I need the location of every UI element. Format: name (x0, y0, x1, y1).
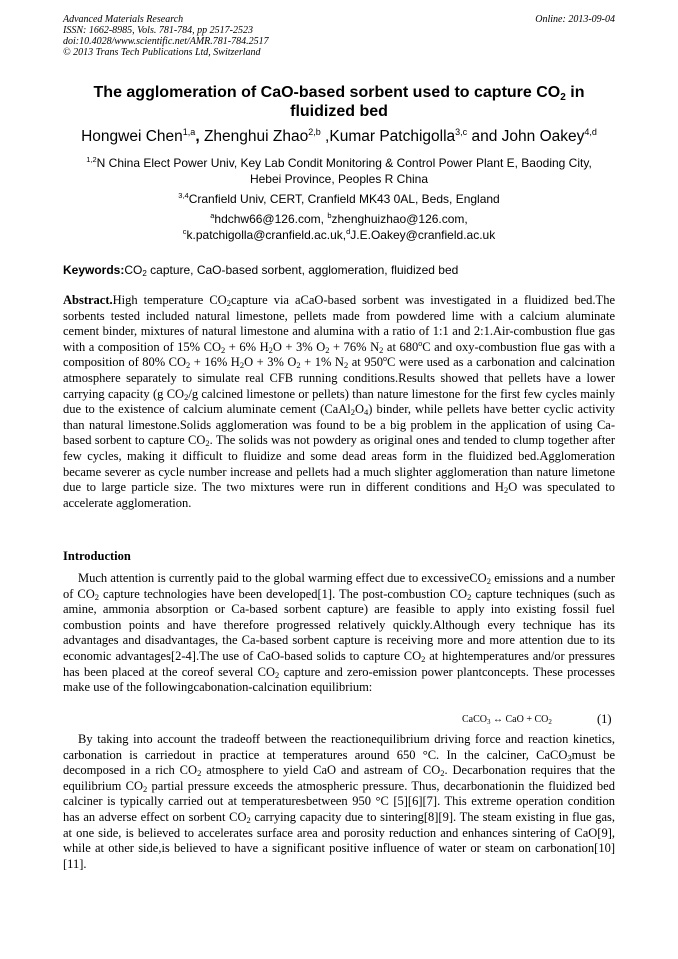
affiliation-text: N China Elect Power Univ, Key Lab Condit Monitoring & Control Power Plant E, Baoding City, (96, 156, 592, 170)
paragraph-text: By taking into account the tradeoff between the reactionequilibrium driving force and reaction kinetics, carbonation is carriedout in practice at temperatures around 650 °C. In the calciner, CaCO (63, 732, 615, 762)
author-name: Hongwei Chen (81, 128, 183, 145)
author-list (63, 128, 615, 146)
equation-term: CaCO (462, 714, 487, 725)
abstract-text: O + 3% O (272, 339, 326, 354)
abstract-text: at 950 (348, 355, 384, 370)
abstract-subscript: 2 (226, 298, 231, 308)
abstract (63, 293, 615, 511)
equation-subscript: 3 (487, 718, 491, 726)
journal-header (63, 14, 615, 58)
paragraph-subscript: 2 (467, 591, 472, 602)
doi-line: doi:10.4028/www.scientific.net/AMR.781-784.2517 (63, 36, 269, 47)
paragraph-subscript: 2 (197, 768, 202, 779)
keywords-text: CO (124, 263, 143, 277)
paragraph-text: capture and zero-emission power plantconcepts. These processes make use of the followingcabonation-calcination equilibrium: (63, 664, 615, 695)
paragraph-subscript: 2 (246, 814, 251, 825)
abstract-subscript: 2 (184, 391, 189, 402)
paragraph-subscript: 2 (143, 783, 148, 794)
author-name: Kumar Patchigolla (329, 128, 456, 145)
equation-subscript: 2 (548, 718, 552, 726)
abstract-text: O + 3% O (244, 355, 297, 370)
email-link[interactable]: zhenghuizhao@126.com, (331, 212, 468, 226)
keywords (63, 262, 615, 278)
equation-term: ↔ CaO + CO (490, 714, 549, 725)
keywords-label: Keywords: (63, 263, 125, 277)
author-separator: , (195, 128, 204, 145)
author-affil-mark: 2,b (308, 127, 321, 137)
abstract-subscript: 2 (205, 438, 210, 449)
author-name: Zhenghui Zhao (203, 128, 309, 145)
author-separator: and (467, 128, 502, 145)
affiliation-mark: 1,2 (86, 155, 97, 164)
author-affil-mark: 3,c (455, 127, 468, 137)
abstract-subscript: 4 (364, 407, 369, 418)
author-name: John Oakey (501, 128, 585, 145)
paper-title (63, 83, 615, 121)
paragraph-subscript: 2 (440, 768, 445, 779)
abstract-subscript: 2 (379, 344, 384, 355)
title-subscript: 2 (560, 92, 566, 103)
email-link[interactable]: k.patchigolla@cranfield.ac.uk, (186, 228, 347, 242)
paragraph-subscript: 2 (421, 653, 426, 664)
abstract-superscript: o (418, 338, 423, 348)
abstract-text: High temperature CO (112, 293, 227, 307)
author-affil-mark: 4,d (584, 127, 597, 137)
abstract-subscript: 2 (220, 344, 226, 355)
abstract-text: + 16% H (190, 355, 240, 370)
paragraph-text: partial pressure exceeds the atmospheric pressure. Thus, decarbonationin the fluidized bed calciner is typically carried out at temperaturesbetween 950 °C [5][6][7]. This extreme operation condition has an adverse effect on sorbent CO (63, 778, 615, 824)
paragraph-subscript: 2 (486, 576, 491, 586)
paragraph-text: at hightemperatures and/or pressures has been placed at the coreof several CO (63, 648, 615, 679)
paragraph-text: carrying capacity due to sintering[8][9]. The steam existing in flue gas, at one side, is believed to accelerates surface area and porosity reduction and enhances sintering of CaO[9], while at other side,is believed to have a significant positive influence of water or steam on carbonation[10][11]. (63, 809, 616, 871)
abstract-text: C and oxy-combustion flue gas with a composition of 80% CO (63, 339, 615, 370)
title-text: The agglomeration of CaO-based sorbent used to capture CO (93, 84, 561, 101)
keywords-text: capture, CaO-based sorbent, agglomeration, fluidized bed (146, 263, 459, 277)
affiliation-text: Cranfield Univ, CERT, Cranfield MK43 0AL, Beds, England (188, 192, 500, 206)
section-heading-introduction: Introduction (63, 549, 131, 563)
introduction-paragraph-2 (63, 732, 615, 872)
abstract-text: + 6% H (225, 339, 269, 354)
abstract-subscript: 2 (503, 485, 509, 496)
affiliation-2 (63, 191, 615, 207)
keywords-subscript: 2 (142, 269, 147, 278)
affiliation-mark: 3,4 (178, 191, 189, 200)
email-mark: b (327, 211, 332, 220)
abstract-subscript: 2 (296, 360, 301, 371)
paragraph-text: capture technologies have been developed[1]. The post-combustion CO (99, 586, 468, 601)
author-affil-mark: 1,a (182, 127, 196, 137)
abstract-subscript: 2 (239, 360, 245, 371)
title-text-end: in (565, 84, 585, 101)
paragraph-text: . Decarbonation requires that the equilibrium CO (63, 763, 615, 793)
abstract-text: ) binder, while pellets have better cyclic activity than natural limestone.Solids agglomeration was found to be a big problem in the application of using Ca-based sorbent to capture CO (63, 402, 616, 448)
abstract-text: + 76% N (329, 339, 380, 354)
affiliation-1 (63, 155, 615, 187)
title-line-2: fluidized bed (290, 103, 388, 120)
email-mark: c (182, 227, 187, 236)
abstract-subscript: 2 (268, 344, 273, 355)
paragraph-text: capture techniques (such as amine, ammonia absorption or Ca-based sorbent capture) are feasible to apply into existing fossil fuel combustion points and have therefore progressed relatively quickly.Although every technique has its advantages and disadvantages, the Ca-based sorbent capture is receiving more and more attention due to its economic advantages[2-4].The use of CaO-based solids to capture CO (63, 586, 616, 663)
abstract-text: . The solids was not powdery as original ones and tended to clump together after few cycles, making it difficult to fluidize and some dead areas form in the fluidized bed.Agglomeration became severer as cycle number increase and pellets had a much slighter agglomeration than nature limetone due to large particle size. The two mixtures were run in different conditions and H (63, 433, 615, 495)
paragraph-text: atmosphere to yield CaO and astream of CO (201, 763, 441, 778)
email-link[interactable]: J.E.Oakey@cranfield.ac.uk (350, 228, 496, 242)
abstract-subscript: 2 (350, 407, 355, 418)
abstract-text: O (354, 402, 365, 417)
paragraph-text: must be decomposed in a rich CO (63, 747, 616, 778)
abstract-subscript: 2 (186, 360, 191, 371)
paragraph-subscript: 2 (275, 669, 280, 680)
abstract-text: O was speculated to accelerate agglomeration. (63, 480, 615, 510)
issn-line: ISSN: 1662-8985, Vols. 781-784, pp 2517-2523 (63, 25, 253, 36)
email-mark: a (210, 211, 215, 220)
abstract-subscript: 2 (343, 360, 349, 371)
abstract-text: C were used as a carbonation and calcination atmosphere separately to simulate real CFB running conditions.Results showed that pellets have a lower carrying capacity (g CO (63, 355, 615, 401)
paragraph-subscript: 2 (94, 591, 100, 602)
abstract-text: capture via aCaO-based sorbent was investigated in a fluidized bed.The sorbents tested included natural limestone, pellets made from powdered lime with a calcium aluminate cement binder, mixtures of natural limestone and alumina with a ratio of 1:1 and 2:1.Air-combustion flue gas with a composition of 15% CO (63, 293, 615, 354)
copyright-line: © 2013 Trans Tech Publications Ltd, Switzerland (63, 47, 261, 58)
abstract-text: at 680 (383, 339, 419, 354)
equation-number: (1) (597, 712, 612, 726)
email-mark: d (346, 227, 351, 236)
paragraph-text: emissions and a number of CO (63, 571, 616, 601)
equation-1 (462, 713, 552, 727)
abstract-label: Abstract. (63, 293, 113, 307)
abstract-superscript: o (383, 354, 388, 364)
introduction-paragraph-1 (63, 571, 615, 696)
paragraph-subscript: 3 (567, 752, 572, 763)
affiliation-text: Hebei Province, Peoples R China (249, 172, 429, 186)
author-separator: , (320, 128, 330, 145)
paragraph-text: Much attention is currently paid to the global warming effect due to excessiveCO (78, 571, 487, 585)
journal-name: Advanced Materials Research (63, 14, 184, 25)
online-date: Online: 2013-09-04 (535, 14, 615, 25)
abstract-text: + 1% N (300, 355, 344, 370)
author-emails (63, 211, 615, 243)
email-link[interactable]: hdchw66@126.com, (214, 212, 328, 226)
abstract-text: /g calcined limestone or pellets) than nature limestone for the first few cycles mainly due to the existence of calcium aluminate cement (CaAl (63, 386, 615, 417)
abstract-subscript: 2 (325, 344, 330, 355)
